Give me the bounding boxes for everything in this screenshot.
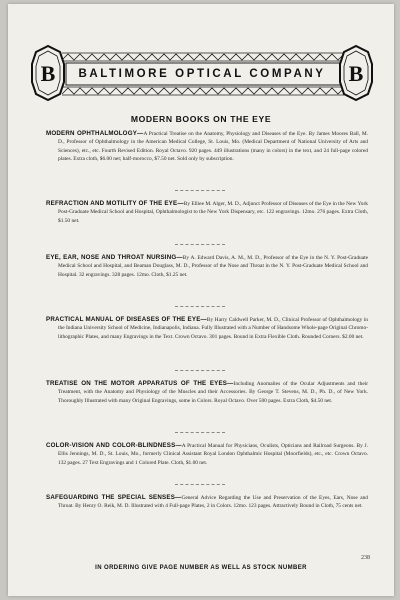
separator-rule — [175, 244, 225, 245]
book-description: A Practical Treatise on the Anatomy, Physiology and Diseases of the Eye. By James Moores Ball, M. D., Professor of Ophthalmology in the American Medical College, St. Louis, Mo. (Medical Department of National University of Arts and Sciences), etc., etc. Fourth Revised Edition. Royal Octavo. 920 pages. 449 illustrations (many in colors) in the text, and 24 full-page colored plates. Extra cloth, $6.00 net; half-morocco, $7.50 net. Sold only by subscription. — [58, 131, 368, 163]
right-monogram-icon — [340, 46, 372, 100]
svg-text:B: B — [40, 61, 56, 86]
bottom-zigzag-border — [62, 88, 344, 94]
book-title: REFRACTION AND MOTILITY OF THE EYE— — [46, 200, 184, 207]
book-title: MODERN OPHTHALMOLOGY— — [46, 130, 144, 137]
separator-rule — [175, 190, 225, 191]
separator-rule — [175, 432, 225, 433]
book-entry — [46, 200, 368, 225]
company-name: BALTIMORE OPTICAL COMPANY — [78, 68, 326, 80]
separator-rule — [175, 306, 225, 307]
book-title: SAFEGUARDING THE SPECIAL SENSES— — [46, 494, 182, 501]
svg-text:B: B — [348, 61, 364, 86]
book-description: By Harry Caldwell Parker, M. D., Clinical Professor of Ophthalmology in the Indiana University School of Medicine, Indianapolis, Indiana. Fully Illustrated with a Number of Handsome Whole-page Original Chromo-lithographic Plates, and many Engravings in the Text. Crown Octavo. 301 pages. Bound in Extra Flexible Cloth. Rounded Corners. $2.00 net. — [58, 317, 368, 340]
catalog-page — [8, 4, 394, 596]
book-entry — [46, 316, 368, 341]
top-zigzag-border — [62, 54, 344, 60]
book-title: TREATISE ON THE MOTOR APPARATUS OF THE EYES— — [46, 380, 234, 387]
page-number: 238 — [361, 555, 370, 561]
book-entry — [46, 130, 368, 164]
book-description: General Advice Regarding the Use and Preservation of the Eyes, Ears, Nose and Throat. By Henry O. Reik, M. D. Illustrated with 4 Full-page Plates, 2 in Colors. 12mo. 123 pages. Attractively Bound in Cloth, 75 cents net. — [58, 495, 369, 510]
separator-rule — [175, 484, 225, 485]
book-description: Including Anomalies of the Ocular Adjustments and their Treatment, with the Anatomy and Physiology of the Muscles and their Accessories. By George T. Stevens, M. D., Ph. D., of New York. Thoroughly Illustrated with many Original Engravings, some in Colors. Royal Octavo. Over 500 pages. Extra Cloth, $4.50 net. — [58, 381, 369, 404]
book-description: By A. Edward Davis, A. M., M. D., Professor of the Eye in the N. Y. Post-Graduate Medical School and Hospital, and Beaman Douglass, M. D., Professor of the Nose and Throat in the N. Y. Post-Graduate Medical School and Hospital. 32 engravings. 328 pages. 12mo. Cloth, $1.25 net. — [58, 255, 368, 278]
book-title: PRACTICAL MANUAL OF DISEASES OF THE EYE— — [46, 316, 207, 323]
book-description: By Elliee M. Alger, M. D., Adjunct Professor of Diseases of the Eye in the New York Post-Graduate Medical School and Hospital, Ophthalmologist to the New York Dispensary, etc. 122 engravings. 12mo. 276 pages. Extra Cloth, $1.50 net. — [58, 201, 368, 224]
book-title: EYE, EAR, NOSE AND THROAT NURSING— — [46, 254, 183, 261]
ordering-note: IN ORDERING GIVE PAGE NUMBER AS WELL AS STOCK NUMBER — [95, 565, 307, 571]
company-banner — [22, 44, 382, 106]
left-monogram-icon — [32, 46, 64, 100]
separator-rule — [175, 370, 225, 371]
book-entry — [46, 442, 368, 467]
book-description: A Practical Manual for Physicians, Oculists, Opticians and Railroad Surgeons. By J. Ellis Jennings, M. D., St. Louis, Mo., formerly Clinical Assistant Royal London Ophthalmic Hospital (Moorfields), etc., etc. Crown Octavo. 132 pages. 27 Text Engravings and 1 Colored Plate. Cloth, $1.00 net. — [58, 443, 368, 466]
book-entry — [46, 494, 368, 511]
section-title: MODERN BOOKS ON THE EYE — [130, 114, 272, 124]
book-entry — [46, 380, 368, 405]
book-title: COLOR-VISION AND COLOR-BLINDNESS— — [46, 442, 182, 449]
book-entry — [46, 254, 368, 279]
